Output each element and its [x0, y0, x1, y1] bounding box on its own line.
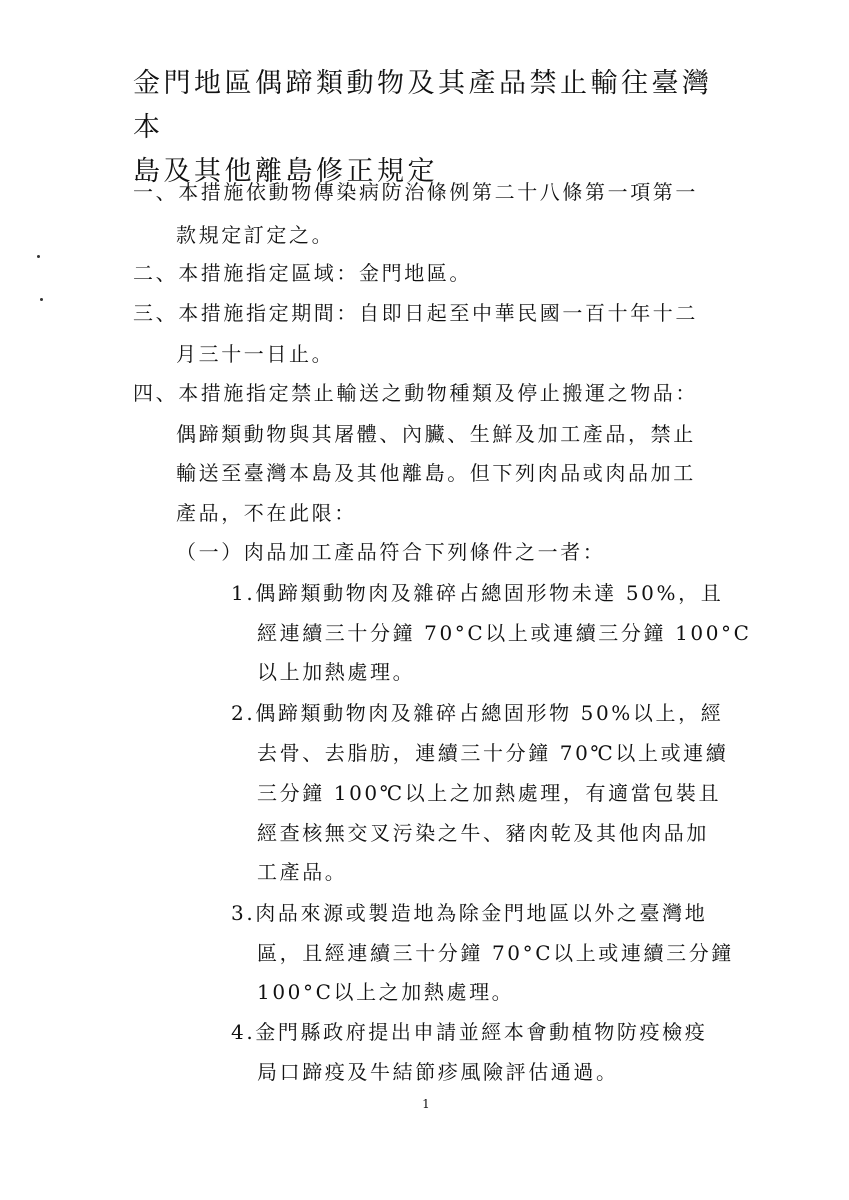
document-title — [133, 62, 733, 194]
list-item-3-line-1: 3.肉品來源或製造地為除金門地區以外之臺灣地 — [231, 898, 707, 928]
list-item-1-number: 1. — [231, 581, 256, 605]
list-item-2-line-5: 工產品。 — [257, 860, 348, 884]
article-1-line-1: 一、本措施依動物傳染病防治條例第二十八條第一項第一 — [133, 180, 698, 204]
title-line-1: 金門地區偶蹄類動物及其產品禁止輸往臺灣本 — [133, 68, 713, 143]
article-1-line-2: 款規定訂定之。 — [176, 223, 335, 247]
list-item-4-number: 4. — [231, 1020, 256, 1044]
list-item-1-line-3: 以上加熱處理。 — [257, 660, 416, 684]
scan-speck — [37, 255, 40, 258]
list-item-3-line-3: 100°C以上之加熱處理。 — [257, 980, 515, 1004]
list-item-3-line-2: 區，且經連續三十分鐘 70°C以上或連續三分鐘 — [257, 941, 734, 965]
list-item-2-line-4: 經查核無交叉污染之牛、豬肉乾及其他肉品加 — [257, 821, 709, 845]
article-3-line-2: 月三十一日止。 — [176, 342, 335, 366]
list-item-2-number: 2. — [231, 701, 256, 725]
article-4-line-3: 輸送至臺灣本島及其他離島。但下列肉品或肉品加工 — [176, 461, 696, 485]
list-item-2-line-1: 2.偶蹄類動物肉及雜碎占總固形物 50%以上，經 — [231, 698, 723, 728]
sub-item-1-heading: （一）肉品加工產品符合下列條件之一者： — [176, 540, 606, 564]
list-item-1-line-1: 1.偶蹄類動物肉及雜碎占總固形物未達 50%，且 — [231, 578, 723, 608]
list-item-4-line-2: 局口蹄疫及牛結節疹風險評估通過。 — [257, 1060, 619, 1084]
list-item-1-line-2: 經連續三十分鐘 70°C以上或連續三分鐘 100°C — [257, 621, 752, 645]
article-4-line-4: 產品，不在此限： — [176, 501, 357, 525]
scan-speck — [40, 298, 43, 301]
article-2-line-1: 二、本措施指定區域：金門地區。 — [133, 261, 472, 285]
list-item-2-line-2: 去骨、去脂肪，連續三十分鐘 70℃以上或連續 — [257, 741, 729, 765]
article-4-line-2: 偶蹄類動物與其屠體、內臟、生鮮及加工產品，禁止 — [176, 422, 696, 446]
list-item-4-line-1: 4.金門縣政府提出申請並經本會動植物防疫檢疫 — [231, 1017, 707, 1047]
article-3-line-1: 三、本措施指定期間：自即日起至中華民國一百十年十二 — [133, 301, 698, 325]
list-item-2-line-3: 三分鐘 100℃以上之加熱處理，有適當包裝且 — [257, 781, 722, 805]
page-number: 1 — [422, 1097, 430, 1111]
title-line-2: 島及其他離島修正規定 — [133, 156, 438, 187]
article-4-line-1: 四、本措施指定禁止輸送之動物種類及停止搬運之物品： — [133, 381, 698, 405]
list-item-3-number: 3. — [231, 901, 256, 925]
